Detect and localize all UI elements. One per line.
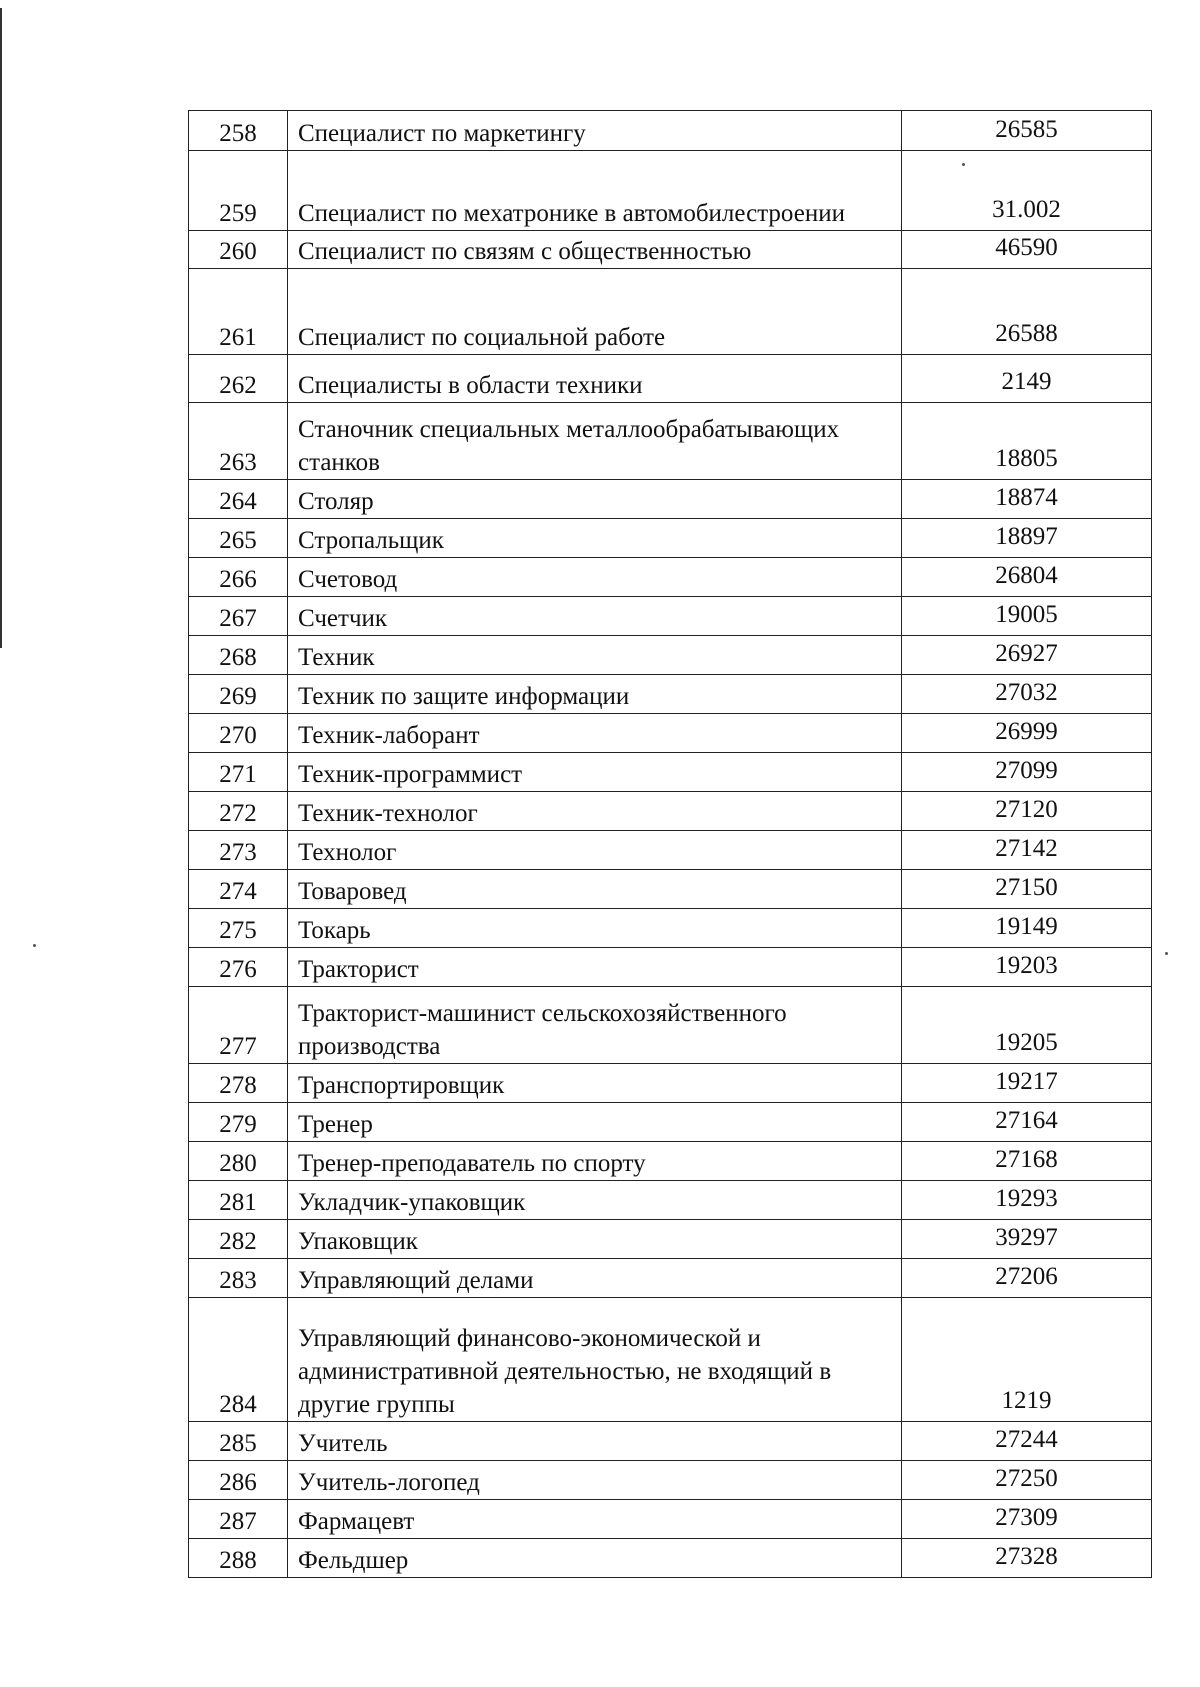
table-row <box>189 1142 1152 1181</box>
table-body <box>189 111 1152 1578</box>
row-number: 274 <box>189 870 288 909</box>
profession-code: 27206 <box>902 1259 1152 1298</box>
profession-name: Тренер <box>288 1103 902 1142</box>
row-number: 263 <box>189 403 288 480</box>
profession-name: Техник по защите информации <box>288 675 902 714</box>
row-number: 268 <box>189 636 288 675</box>
row-number: 278 <box>189 1064 288 1103</box>
profession-name: Учитель <box>288 1422 902 1461</box>
profession-code: 19293 <box>902 1181 1152 1220</box>
row-number: 283 <box>189 1259 288 1298</box>
row-number: 262 <box>189 355 288 403</box>
profession-code: 26999 <box>902 714 1152 753</box>
row-number: 276 <box>189 948 288 987</box>
profession-code: 27250 <box>902 1461 1152 1500</box>
profession-name: Фельдшер <box>288 1539 902 1578</box>
profession-code: 19203 <box>902 948 1152 987</box>
table-row <box>189 1298 1152 1422</box>
profession-name: Станочник специальных металлообрабатывающих станков <box>288 403 902 480</box>
row-number: 279 <box>189 1103 288 1142</box>
profession-name: Товаровед <box>288 870 902 909</box>
row-number: 270 <box>189 714 288 753</box>
row-number: 285 <box>189 1422 288 1461</box>
table-row <box>189 792 1152 831</box>
row-number: 269 <box>189 675 288 714</box>
row-number: 280 <box>189 1142 288 1181</box>
table-row <box>189 1500 1152 1539</box>
table-row <box>189 355 1152 403</box>
profession-code: 1219 <box>902 1298 1152 1422</box>
table-row <box>189 1422 1152 1461</box>
profession-code: 27164 <box>902 1103 1152 1142</box>
table-row <box>189 597 1152 636</box>
profession-name: Техник-программист <box>288 753 902 792</box>
profession-code: 27150 <box>902 870 1152 909</box>
row-number: 282 <box>189 1220 288 1259</box>
profession-code: 19149 <box>902 909 1152 948</box>
row-number: 281 <box>189 1181 288 1220</box>
table-row <box>189 987 1152 1064</box>
profession-code: 18874 <box>902 480 1152 519</box>
profession-code: 19005 <box>902 597 1152 636</box>
profession-name: Счетчик <box>288 597 902 636</box>
profession-code: 27120 <box>902 792 1152 831</box>
profession-name: Укладчик-упаковщик <box>288 1181 902 1220</box>
profession-code: 27168 <box>902 1142 1152 1181</box>
row-number: 266 <box>189 558 288 597</box>
profession-name: Техник-лаборант <box>288 714 902 753</box>
scan-speck <box>1165 952 1168 955</box>
table-row <box>189 1539 1152 1578</box>
profession-name: Управляющий делами <box>288 1259 902 1298</box>
profession-name: Тренер-преподаватель по спорту <box>288 1142 902 1181</box>
profession-name: Стропальщик <box>288 519 902 558</box>
table-row <box>189 870 1152 909</box>
table-row <box>189 636 1152 675</box>
profession-name: Столяр <box>288 480 902 519</box>
profession-code: 27309 <box>902 1500 1152 1539</box>
table-row <box>189 231 1152 269</box>
table-row <box>189 480 1152 519</box>
profession-code: 26927 <box>902 636 1152 675</box>
row-number: 287 <box>189 1500 288 1539</box>
profession-code: 26588 <box>902 269 1152 355</box>
profession-name: Счетовод <box>288 558 902 597</box>
profession-code: 46590 <box>902 231 1152 269</box>
profession-name: Токарь <box>288 909 902 948</box>
profession-code: 18897 <box>902 519 1152 558</box>
scan-page-edge <box>0 8 2 648</box>
row-number: 284 <box>189 1298 288 1422</box>
profession-code: 27142 <box>902 831 1152 870</box>
row-number: 277 <box>189 987 288 1064</box>
profession-name: Специалист по маркетингу <box>288 111 902 151</box>
table-row <box>189 948 1152 987</box>
table-row <box>189 403 1152 480</box>
table-row <box>189 1064 1152 1103</box>
table-row <box>189 1259 1152 1298</box>
scan-speck <box>33 944 36 947</box>
row-number: 267 <box>189 597 288 636</box>
profession-name: Тракторист <box>288 948 902 987</box>
profession-name: Транспортировщик <box>288 1064 902 1103</box>
table-row <box>189 714 1152 753</box>
profession-code: 26585 <box>902 111 1152 151</box>
profession-code: 26804 <box>902 558 1152 597</box>
profession-name: Техник <box>288 636 902 675</box>
table-row <box>189 909 1152 948</box>
profession-name: Тракторист-машинист сельскохозяйственного производства <box>288 987 902 1064</box>
table-row <box>189 269 1152 355</box>
row-number: 275 <box>189 909 288 948</box>
profession-code: 18805 <box>902 403 1152 480</box>
row-number: 286 <box>189 1461 288 1500</box>
profession-name: Технолог <box>288 831 902 870</box>
profession-name: Учитель-логопед <box>288 1461 902 1500</box>
row-number: 259 <box>189 151 288 231</box>
profession-code: 27032 <box>902 675 1152 714</box>
profession-name: Специалист по мехатронике в автомобилестроении <box>288 151 902 231</box>
profession-code: 19205 <box>902 987 1152 1064</box>
profession-code: 2149 <box>902 355 1152 403</box>
profession-code: 27099 <box>902 753 1152 792</box>
table-row <box>189 1220 1152 1259</box>
profession-name: Специалист по связям с общественностью <box>288 231 902 269</box>
row-number: 271 <box>189 753 288 792</box>
row-number: 288 <box>189 1539 288 1578</box>
row-number: 260 <box>189 231 288 269</box>
table-row <box>189 519 1152 558</box>
profession-name: Специалисты в области техники <box>288 355 902 403</box>
profession-name: Техник-технолог <box>288 792 902 831</box>
row-number: 261 <box>189 269 288 355</box>
profession-name: Фармацевт <box>288 1500 902 1539</box>
row-number: 265 <box>189 519 288 558</box>
table-row <box>189 831 1152 870</box>
profession-code: 27328 <box>902 1539 1152 1578</box>
profession-name: Специалист по социальной работе <box>288 269 902 355</box>
table-row <box>189 558 1152 597</box>
table-row <box>189 1461 1152 1500</box>
profession-code: 31.002 <box>902 151 1152 231</box>
row-number: 272 <box>189 792 288 831</box>
table-row <box>189 151 1152 231</box>
profession-code: 39297 <box>902 1220 1152 1259</box>
profession-code: 27244 <box>902 1422 1152 1461</box>
table-row <box>189 753 1152 792</box>
table-row <box>189 1103 1152 1142</box>
profession-name: Управляющий финансово-экономической и административной деятельностью, не входящий в другие группы <box>288 1298 902 1422</box>
row-number: 273 <box>189 831 288 870</box>
table-row <box>189 675 1152 714</box>
row-number: 258 <box>189 111 288 151</box>
table-row <box>189 111 1152 151</box>
profession-name: Упаковщик <box>288 1220 902 1259</box>
table-row <box>189 1181 1152 1220</box>
profession-code-table <box>188 110 1152 1578</box>
row-number: 264 <box>189 480 288 519</box>
profession-code: 19217 <box>902 1064 1152 1103</box>
